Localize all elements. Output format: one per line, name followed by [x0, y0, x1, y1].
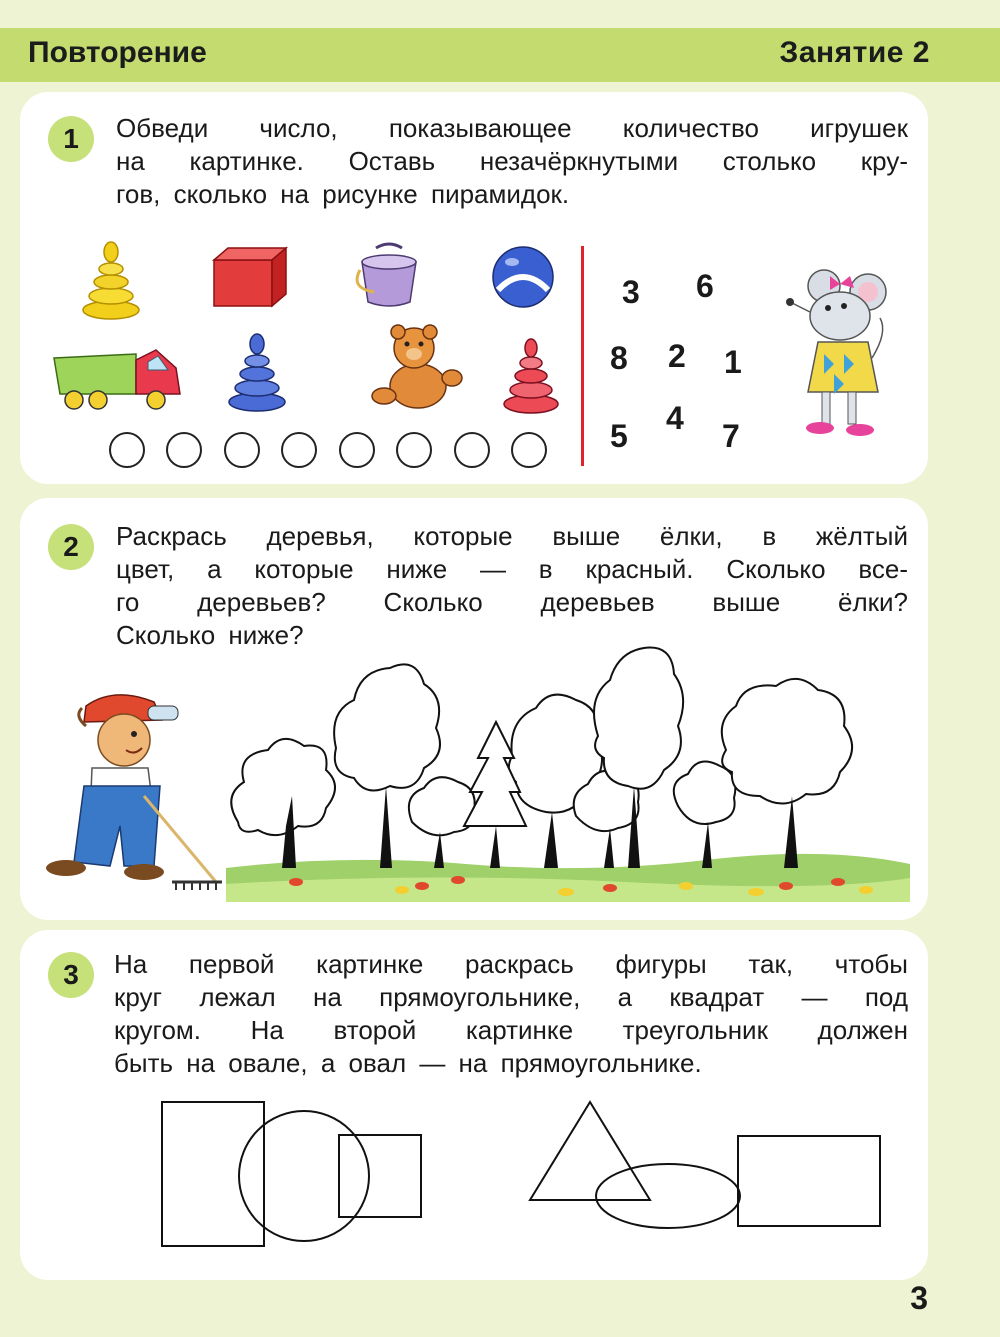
task-1-number: 1: [48, 116, 94, 162]
rectangle-shape[interactable]: [738, 1136, 880, 1226]
oval-shape[interactable]: [596, 1164, 740, 1228]
circle-shape[interactable]: [239, 1111, 369, 1241]
digit-option[interactable]: 1: [724, 344, 742, 380]
shapes-picture-1: [160, 1100, 424, 1250]
lesson-title: Занятие 2: [779, 36, 930, 69]
task-2-line: Сколько ниже?: [116, 620, 304, 650]
answer-circle[interactable]: [225, 433, 259, 467]
digit-option[interactable]: 5: [610, 418, 628, 454]
digit-option[interactable]: 3: [622, 274, 640, 310]
tree-6[interactable]: [594, 648, 683, 789]
task-2-text: [116, 520, 908, 652]
digit-option[interactable]: 6: [696, 268, 714, 304]
answer-circle[interactable]: [340, 433, 374, 467]
answer-circle[interactable]: [110, 433, 144, 467]
cube-red-icon: [210, 246, 290, 308]
shapes-picture-2: [528, 1100, 884, 1230]
pyramid-blue-icon: [226, 330, 288, 412]
tree-8[interactable]: [722, 679, 852, 804]
task-3-text: [114, 948, 908, 1080]
digit-option[interactable]: 8: [610, 340, 628, 376]
task-2-line: го деревьев? Сколько деревьев выше ёлки?: [116, 587, 908, 617]
answer-circle[interactable]: [282, 433, 316, 467]
tree-2[interactable]: [334, 664, 440, 790]
pyramid-red-icon: [500, 336, 562, 414]
task-1-line: на картинке. Оставь незачёркнутыми столько кру-: [116, 146, 908, 176]
task-1-line: Обведи число, показывающее количество игрушек: [116, 113, 908, 143]
task-1-text: [116, 112, 908, 211]
digit-option[interactable]: 4: [666, 400, 684, 436]
answer-circles: [108, 430, 552, 470]
task-2-line: цвет, а которые ниже — в красный. Сколько все-: [116, 554, 908, 584]
task-3-line: круг лежал на прямоугольнике, а квадрат — под: [114, 982, 908, 1012]
rectangle-shape[interactable]: [162, 1102, 264, 1246]
digit-option[interactable]: 2: [668, 338, 686, 374]
teddy-bear-icon: [368, 322, 466, 414]
answer-circle[interactable]: [512, 433, 546, 467]
task-3-number: 3: [48, 952, 94, 998]
tree-7[interactable]: [674, 762, 736, 825]
digit-option[interactable]: 7: [722, 418, 740, 454]
task-3-line: быть на овале, а овал — на прямоугольнике.: [114, 1048, 702, 1078]
answer-circle[interactable]: [397, 433, 431, 467]
mouse-character-icon: [784, 262, 894, 444]
pyramid-yellow-icon: [80, 238, 142, 320]
task-2-line: Раскрась деревья, которые выше ёлки, в жёлтый: [116, 521, 908, 551]
triangle-shape[interactable]: [530, 1102, 650, 1200]
boy-with-rake-icon: [44, 686, 224, 896]
ball-blue-icon: [490, 244, 556, 310]
task-3-line: кругом. На второй картинке треугольник должен: [114, 1015, 908, 1045]
task-1-line: гов, сколько на рисунке пирамидок.: [116, 179, 570, 209]
answer-circle[interactable]: [167, 433, 201, 467]
bucket-purple-icon: [352, 240, 426, 312]
answer-circle[interactable]: [455, 433, 489, 467]
task-2-number: 2: [48, 524, 94, 570]
red-divider: [581, 246, 585, 466]
tree-1[interactable]: [231, 739, 335, 835]
truck-green-icon: [52, 340, 184, 412]
square-shape[interactable]: [339, 1135, 421, 1217]
page-number: 3: [910, 1280, 928, 1316]
task-3-line: На первой картинке раскрась фигуры так, чтобы: [114, 949, 908, 979]
trees-scene: [226, 646, 910, 902]
section-title: Повторение: [28, 36, 207, 69]
